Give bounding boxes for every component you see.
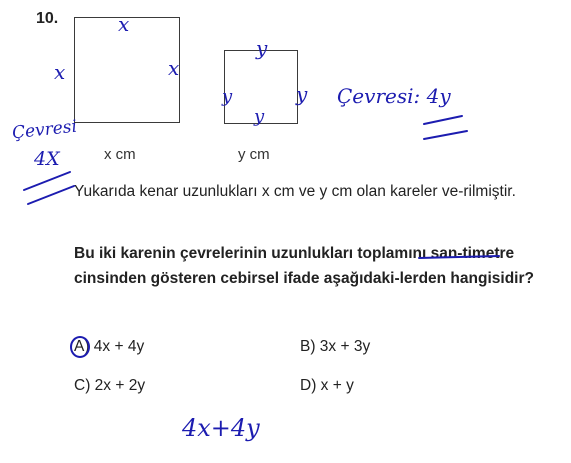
handwritten-cevresi-left: Çevresi: [11, 116, 78, 144]
handwritten-x-right: x: [168, 56, 180, 80]
handwritten-y-top: y: [256, 36, 268, 60]
option-a[interactable]: A) 4x + 4y: [74, 338, 145, 355]
handwritten-x-top: x: [118, 12, 130, 36]
intro-text: Yukarıda kenar uzunlukları x cm ve y cm olan kareler ve-rilmiştir.: [74, 183, 516, 200]
handwritten-cevresi-right: Çevresi: 4y: [337, 84, 451, 108]
handwritten-x-left: x: [54, 60, 66, 84]
underline-cevresi-right-2: [424, 131, 467, 139]
underline-4x-1: [24, 172, 70, 190]
underline-4x-2: [28, 186, 74, 204]
option-b[interactable]: B) 3x + 3y: [300, 338, 371, 355]
handwritten-y-bottom: y: [254, 106, 265, 127]
underline-cevresi-right-1: [424, 116, 462, 124]
handwritten-y-right: y: [296, 82, 308, 106]
handwritten-y-left: y: [222, 86, 233, 107]
question-number: 10.: [36, 10, 59, 27]
caption-y-cm: y cm: [238, 146, 270, 163]
option-d[interactable]: D) x + y: [300, 377, 354, 394]
question-prompt: Bu iki karenin çevrelerinin uzunlukları toplamını san-timetre cinsinden gösteren cebirsel ifade aşağıdaki-lerden hangisidir?: [74, 245, 534, 287]
caption-x-cm: x cm: [104, 146, 136, 163]
handwritten-answer: 4x+4y: [182, 414, 260, 442]
handwritten-4x: 4X: [34, 148, 60, 170]
option-c[interactable]: C) 2x + 2y: [74, 377, 146, 394]
